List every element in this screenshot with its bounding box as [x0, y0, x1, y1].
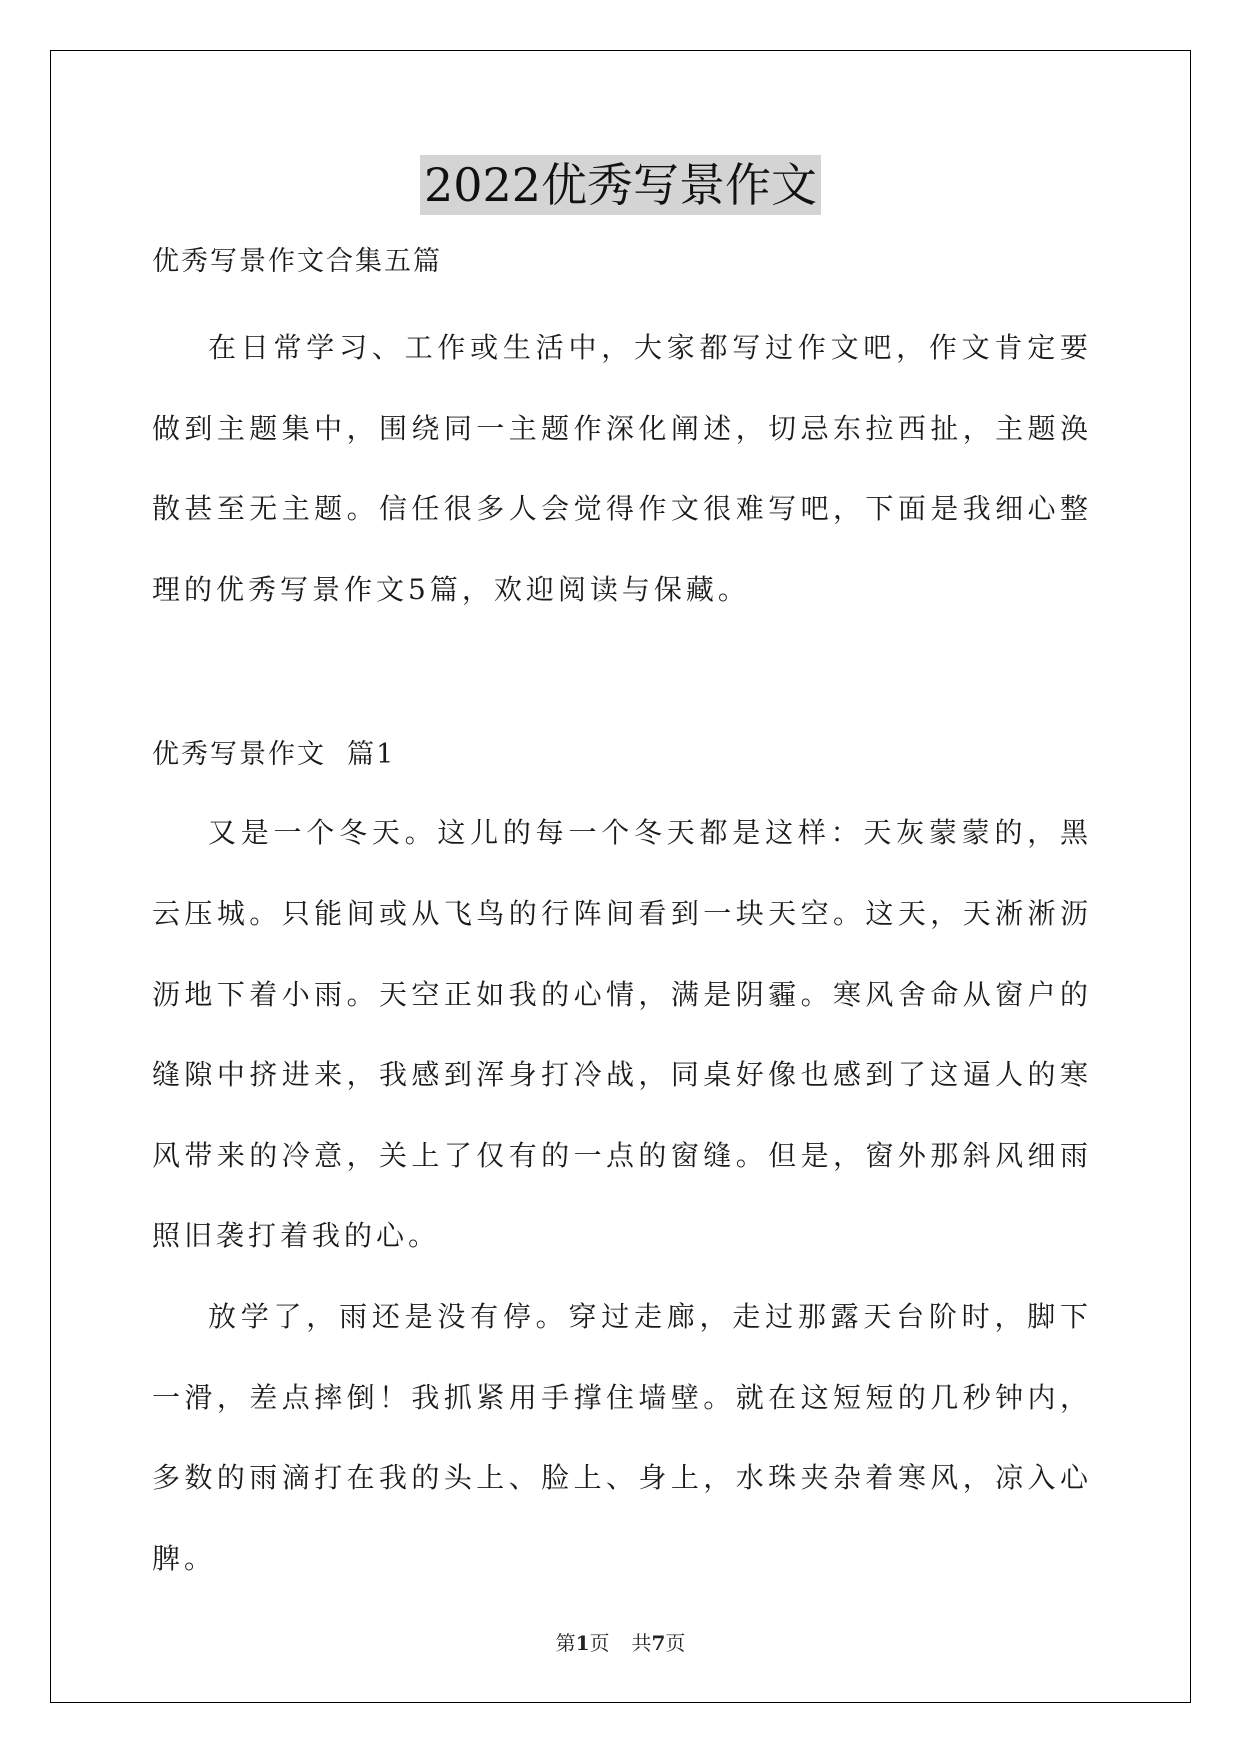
section-heading: 优秀写景作文 篇1 [152, 739, 396, 771]
intro-paragraph: 在日常学习、工作或生活中，大家都写过作文吧，作文肯定要做到主题集中，围绕同一主题作深化阐述，切忌东拉西扯，主题涣散甚至无主题。信任很多人会觉得作文很难写吧，下面是我细心整理的优秀写景作文5篇，欢迎阅读与保藏。 [152, 331, 1092, 606]
document-body [152, 230, 1092, 1599]
body-paragraph-2: 放学了，雨还是没有停。穿过走廊，走过那露天台阶时，脚下一滑，差点摔倒！我抓紧用手撑住墙壁。就在这短短的几秒钟内，多数的雨滴打在我的头上、脸上、身上，水珠夹杂着寒风，凉入心脾。 [152, 1299, 1092, 1575]
page-mid: 页 [589, 1631, 610, 1655]
page-footer [0, 1627, 1241, 1656]
page-current-number: 1 [575, 1631, 590, 1655]
page-total-number: 7 [651, 1631, 666, 1655]
document-title: 2022优秀写景作文 [420, 155, 821, 215]
total-suffix: 页 [665, 1631, 686, 1655]
title-container [0, 155, 1241, 215]
total-prefix: 共 [631, 1631, 652, 1655]
page-prefix: 第 [555, 1631, 576, 1655]
document-subtitle: 优秀写景作文合集五篇 [152, 246, 442, 277]
body-paragraph-1: 又是一个冬天。这儿的每一个冬天都是这样：天灰蒙蒙的，黑云压城。只能间或从飞鸟的行阵间看到一块天空。这天，天淅淅沥沥地下着小雨。天空正如我的心情，满是阴霾。寒风舍命从窗户的缝隙中挤进来，我感到浑身打冷战，同桌好像也感到了这逼人的寒风带来的冷意，关上了仅有的一点的窗缝。但是，窗外那斜风细雨照旧袭打着我的心。 [152, 816, 1092, 1253]
